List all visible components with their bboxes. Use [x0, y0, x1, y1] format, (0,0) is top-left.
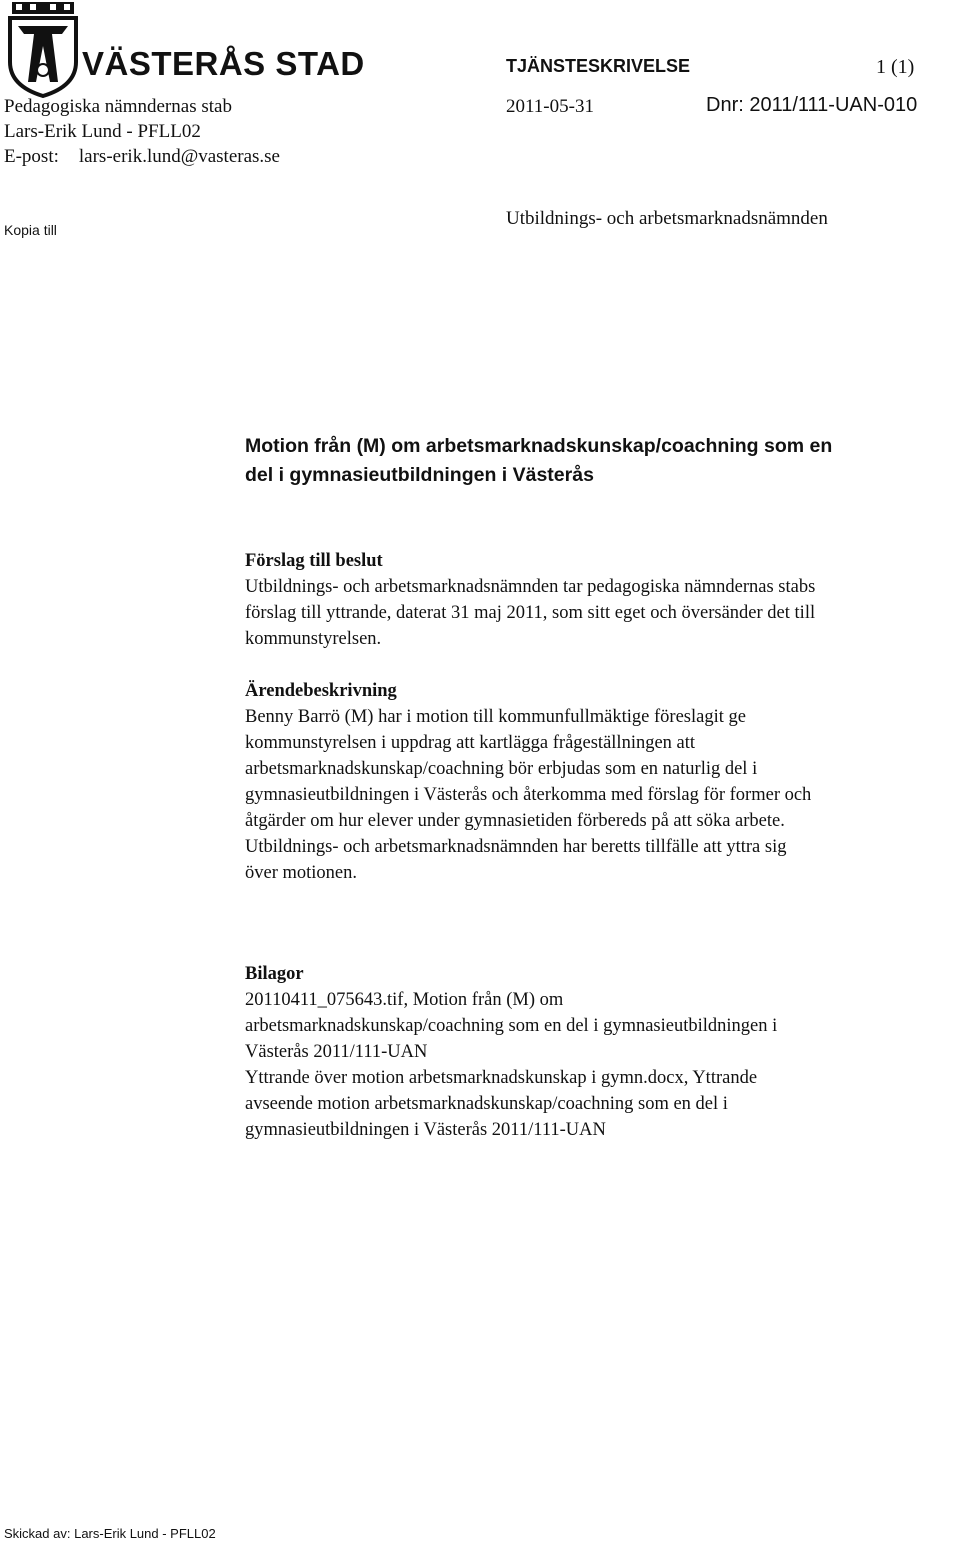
paragraph-line: arbetsmarknadskunskap/coachning bör erbjudas som en naturlig del i — [245, 759, 758, 779]
attachments-section — [245, 961, 955, 1143]
attachment-line: Västerås 2011/111-UAN — [245, 1042, 428, 1062]
document-type: TJÄNSTESKRIVELSE — [506, 56, 691, 76]
paragraph-line: kommunstyrelsen i uppdrag att kartlägga frågeställningen att — [245, 733, 696, 753]
title-line: Motion från (M) om arbetsmarknadskunskap/coachning som en — [245, 435, 833, 457]
email-address: lars-erik.lund@vasteras.se — [78, 146, 280, 167]
diary-number: Dnr: 2011/111-UAN-010 — [706, 94, 918, 116]
attachment-line: Yttrande över motion arbetsmarknadskunskap i gymn.docx, Yttrande — [245, 1068, 758, 1088]
copy-to-label: Kopia till — [4, 222, 57, 238]
paragraph-line: Benny Barrö (M) har i motion till kommunfullmäktige föreslagit ge — [245, 707, 746, 727]
page-number: 1 (1) — [876, 56, 915, 78]
vasteras-coat-of-arms-logo — [4, 0, 82, 98]
paragraph-line: åtgärder om hur elever under gymnasietiden förbereds på att söka arbete. — [245, 811, 785, 831]
paragraph-line: kommunstyrelsen. — [245, 629, 382, 649]
document-date: 2011-05-31 — [506, 96, 594, 117]
email-row — [4, 146, 280, 168]
logo-wordmark: VÄSTERÅS STAD — [82, 45, 365, 82]
title-line: del i gymnasieutbildningen i Västerås — [245, 464, 594, 486]
organization: Pedagogiska nämndernas stab — [4, 96, 232, 117]
section-heading: Förslag till beslut — [245, 551, 383, 571]
email-label: E-post: — [4, 146, 59, 167]
paragraph-line: gymnasieutbildningen i Västerås och återkomma med förslag för former och — [245, 785, 812, 805]
sent-by-footer: Skickad av: Lars-Erik Lund - PFLL02 — [4, 1526, 216, 1541]
recipient: Utbildnings- och arbetsmarknadsnämnden — [506, 208, 828, 229]
document-title — [245, 432, 832, 490]
attachment-line: avseende motion arbetsmarknadskunskap/coachning som en del i — [245, 1094, 728, 1114]
section-heading: Ärendebeskrivning — [245, 681, 397, 701]
paragraph-line: Utbildnings- och arbetsmarknadsnämnden har beretts tillfälle att yttra sig — [245, 837, 787, 857]
case-description-section — [245, 678, 955, 886]
section-heading: Bilagor — [245, 964, 304, 984]
attachment-line: arbetsmarknadskunskap/coachning som en del i gymnasieutbildningen i — [245, 1016, 778, 1036]
author: Lars-Erik Lund - PFLL02 — [4, 121, 201, 142]
paragraph-line: förslag till yttrande, daterat 31 maj 2011, som sitt eget och översänder det till — [245, 603, 816, 623]
decision-proposal-section — [245, 548, 955, 652]
attachment-line: 20110411_075643.tif, Motion från (M) om — [245, 990, 564, 1010]
paragraph-line: över motionen. — [245, 863, 358, 883]
attachment-line: gymnasieutbildningen i Västerås 2011/111-UAN — [245, 1120, 606, 1140]
paragraph-line: Utbildnings- och arbetsmarknadsnämnden tar pedagogiska nämndernas stabs — [245, 577, 816, 597]
